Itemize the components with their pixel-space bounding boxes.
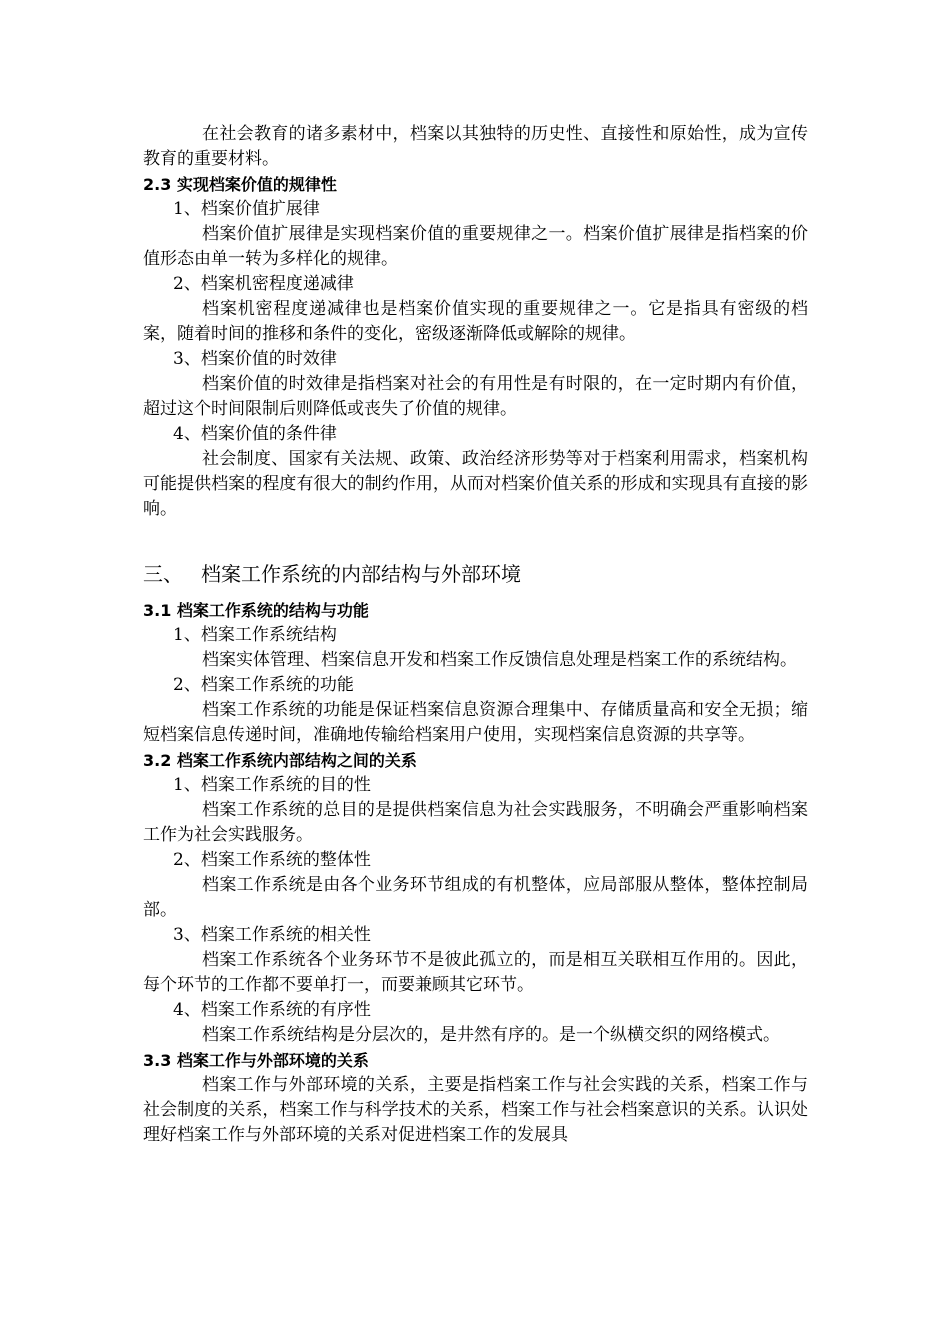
body-paragraph: 社会制度、国家有关法规、政策、政治经济形势等对于档案利用需求，档案机构可能提供档案的程度有很大的制约作用，从而对档案价值关系的形成和实现具有直接的影响。 bbox=[143, 449, 808, 519]
body-paragraph: 档案价值的时效律是指档案对社会的有用性是有时限的，在一定时期内有价值，超过这个时间限制后则降低或丧失了价值的规律。 bbox=[143, 374, 808, 419]
list-item-title: 1、档案价值扩展律 bbox=[173, 199, 320, 219]
body-paragraph: 档案工作系统的总目的是提供档案信息为社会实践服务，不明确会严重影响档案工作为社会实践服务。 bbox=[143, 800, 808, 845]
chapter-heading bbox=[143, 560, 808, 588]
list-item-title: 3、档案工作系统的相关性 bbox=[173, 925, 371, 945]
body-paragraph: 档案工作系统的功能是保证档案信息资源合理集中、存储质量高和安全无损；缩短档案信息传递时间，准确地传输给档案用户使用，实现档案信息资源的共享等。 bbox=[143, 700, 808, 745]
list-item-title: 4、档案价值的条件律 bbox=[173, 424, 337, 444]
section-heading-2-3: 2.3 实现档案价值的规律性 bbox=[143, 175, 337, 194]
page-content bbox=[143, 122, 808, 1148]
body-paragraph: 档案机密程度递减律也是档案价值实现的重要规律之一。它是指具有密级的档案，随着时间的推移和条件的变化，密级逐渐降低或解除的规律。 bbox=[143, 299, 808, 344]
list-item-title: 2、档案工作系统的功能 bbox=[173, 675, 354, 695]
list-item-title: 2、档案工作系统的整体性 bbox=[173, 850, 371, 870]
chapter-number: 三、 bbox=[143, 562, 183, 586]
section-heading-3-3: 3.3 档案工作与外部环境的关系 bbox=[143, 1051, 369, 1070]
section-heading-3-1: 3.1 档案工作系统的结构与功能 bbox=[143, 601, 369, 620]
body-paragraph: 档案工作系统各个业务环节不是彼此孤立的，而是相互关联相互作用的。因此，每个环节的工作都不要单打一，而要兼顾其它环节。 bbox=[143, 950, 808, 995]
body-paragraph: 档案工作系统是由各个业务环节组成的有机整体，应局部服从整体，整体控制局部。 bbox=[143, 875, 808, 920]
chapter-title: 档案工作系统的内部结构与外部环境 bbox=[201, 562, 521, 586]
body-paragraph: 档案工作系统结构是分层次的，是井然有序的。是一个纵横交织的网络模式。 bbox=[202, 1025, 780, 1045]
list-item-title: 4、档案工作系统的有序性 bbox=[173, 1000, 371, 1020]
body-paragraph: 档案工作与外部环境的关系，主要是指档案工作与社会实践的关系，档案工作与社会制度的关系，档案工作与科学技术的关系，档案工作与社会档案意识的关系。认识处理好档案工作与外部环境的关系对促进档案工作的发展具 bbox=[143, 1075, 808, 1145]
list-item-title: 1、档案工作系统的目的性 bbox=[173, 775, 371, 795]
list-item-title: 3、档案价值的时效律 bbox=[173, 349, 337, 369]
section-heading-3-2: 3.2 档案工作系统内部结构之间的关系 bbox=[143, 751, 417, 770]
body-paragraph: 档案实体管理、档案信息开发和档案工作反馈信息处理是档案工作的系统结构。 bbox=[202, 650, 797, 670]
list-item-title: 1、档案工作系统结构 bbox=[173, 625, 337, 645]
body-paragraph: 档案价值扩展律是实现档案价值的重要规律之一。档案价值扩展律是指档案的价值形态由单一转为多样化的规律。 bbox=[143, 224, 808, 269]
intro-paragraph: 在社会教育的诸多素材中，档案以其独特的历史性、直接性和原始性，成为宣传教育的重要材料。 bbox=[143, 124, 808, 169]
list-item-title: 2、档案机密程度递减律 bbox=[173, 274, 354, 294]
